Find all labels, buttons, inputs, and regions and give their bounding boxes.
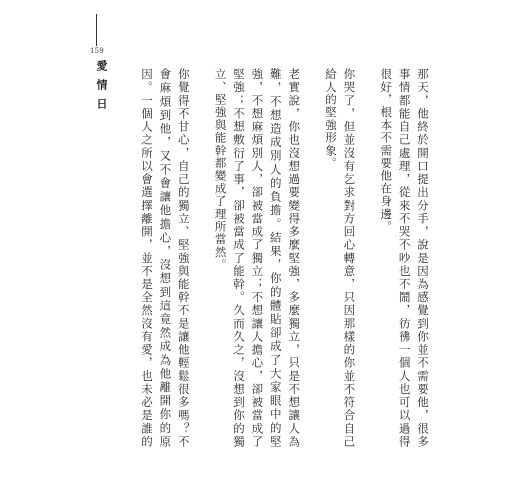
chapter-title: 愛情日 bbox=[95, 60, 108, 117]
paragraph: 老實說，你也沒想過要變得多麼堅強，多麼獨立，只是不想讓人為難，不想造成別人的負擔。結果，你的體貼卻成了大家眼中的堅強，不想麻煩別人，卻被當成了獨立；不想讓人擔心，卻被當成了堅強；不想敷衍了事，卻被當成了能幹。久而久之，沒想到你的獨立、堅強與能幹都變成了理所當然。 bbox=[213, 68, 302, 448]
paragraph: 那天，他終於開口提出分手，說是因為感覺到你並不需要他，很多事情都能自己處理，從來不哭不吵也不鬧，彷彿一個人也可以過得很好，根本不需要他在身邊。 bbox=[379, 68, 430, 448]
paragraph: 你覺得不甘心，自己的獨立、堅強與能幹不是讓他輕鬆很多嗎？不會麻煩到他，又不會讓他擔心，沒想到這竟然成為他離開你的原因。一個人之所以會選擇離開，並不是全然沒有愛，也未必是誰的 bbox=[139, 68, 191, 448]
body-text bbox=[138, 68, 432, 448]
page-number: 159 bbox=[90, 47, 104, 55]
paragraph: 你哭了，但並沒有乞求對方回心轉意，只因那樣的你並不符合自己給人的堅強形象。 bbox=[323, 68, 357, 448]
header-rule bbox=[96, 14, 97, 46]
